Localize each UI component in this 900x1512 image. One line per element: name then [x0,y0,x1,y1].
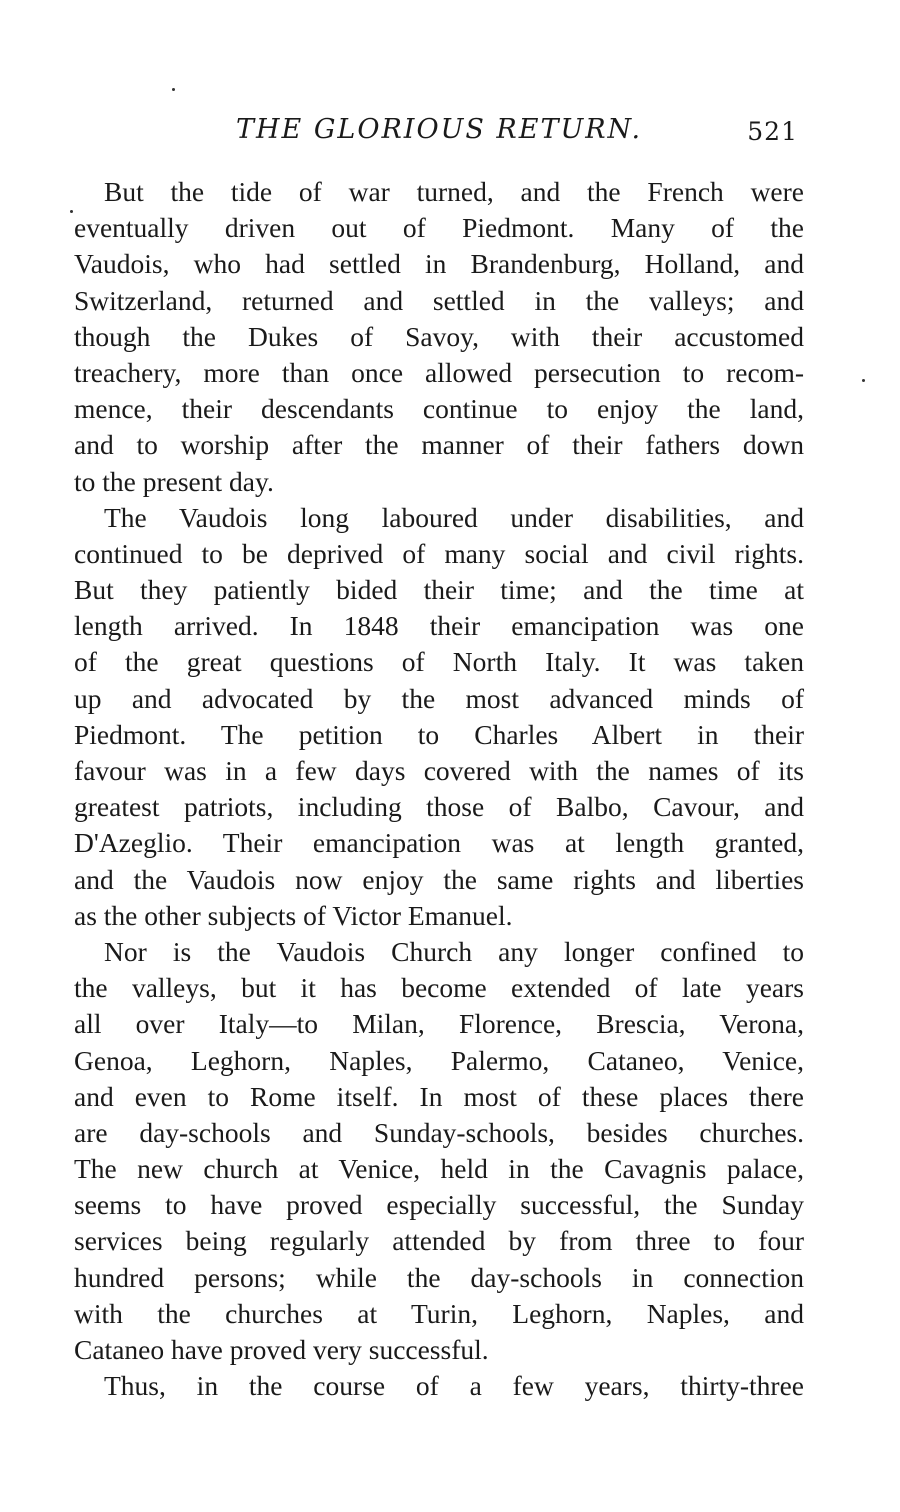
text-line: continued to be deprived of many social and civil rights. [74,537,804,569]
text-line: eventually driven out of Piedmont. Many of the [74,212,804,244]
text-line: and even to Rome itself. In most of these places there [74,1080,804,1112]
text-line: Vaudois, who had settled in Brandenburg, Holland, and [74,248,804,280]
text-line: are day-schools and Sunday-schools, besides churches. [74,1116,804,1148]
text-line: Genoa, Leghorn, Naples, Palermo, Cataneo, Venice, [74,1044,804,1076]
text-line: treachery, more than once allowed persecution to recom- [74,356,804,388]
print-speck [862,379,865,382]
text-line: services being regularly attended by from three to four [74,1225,804,1257]
text-line: hundred persons; while the day-schools in connection [74,1261,804,1293]
text-line: as the other subjects of Victor Emanuel. [74,899,513,931]
text-line: D'Azeglio. Their emancipation was at length granted, [74,827,804,859]
text-line: though the Dukes of Savoy, with their accustomed [74,320,804,352]
text-line: of the great questions of North Italy. It was taken [74,646,804,678]
text-line: But the tide of war turned, and the French were [104,176,804,207]
text-line: Cataneo have proved very successful. [74,1334,489,1365]
text-line: up and advocated by the most advanced minds of [74,682,804,714]
page-number: 521 [747,117,798,146]
print-speck [70,210,73,213]
text-line: length arrived. In 1848 their emancipation was one [74,610,804,642]
running-head [74,112,804,152]
text-line: greatest patriots, including those of Balbo, Cavour, and [74,791,804,823]
text-line: all over Italy—to Milan, Florence, Brescia, Verona, [74,1008,804,1040]
text-line: The new church at Venice, held in the Cavagnis palace, [74,1153,804,1185]
running-title: THE GLORIOUS RETURN. [235,114,643,145]
text-line: Piedmont. The petition to Charles Albert in their [74,718,804,750]
text-line: Thus, in the course of a few years, thirty-three [104,1370,804,1402]
text-line: the valleys, but it has become extended of late years [74,972,804,1004]
text-line: and to worship after the manner of their fathers down [74,429,804,461]
text-line: to the present day. [74,465,274,497]
print-speck [172,88,175,91]
text-line: Nor is the Vaudois Church any longer confined to [104,935,804,967]
text-line: The Vaudois long laboured under disabilities, and [104,501,804,533]
text-line: Switzerland, returned and settled in the valleys; and [74,284,804,316]
text-line: with the churches at Turin, Leghorn, Naples, and [74,1297,804,1329]
text-line: But they patiently bided their time; and the time at [74,574,804,606]
text-line: seems to have proved especially successful, the Sunday [74,1189,804,1221]
text-line: and the Vaudois now enjoy the same rights and liberties [74,863,804,895]
text-line: favour was in a few days covered with the names of its [74,755,804,786]
body-text [74,174,804,1404]
text-line: mence, their descendants continue to enjoy the land, [74,393,804,425]
